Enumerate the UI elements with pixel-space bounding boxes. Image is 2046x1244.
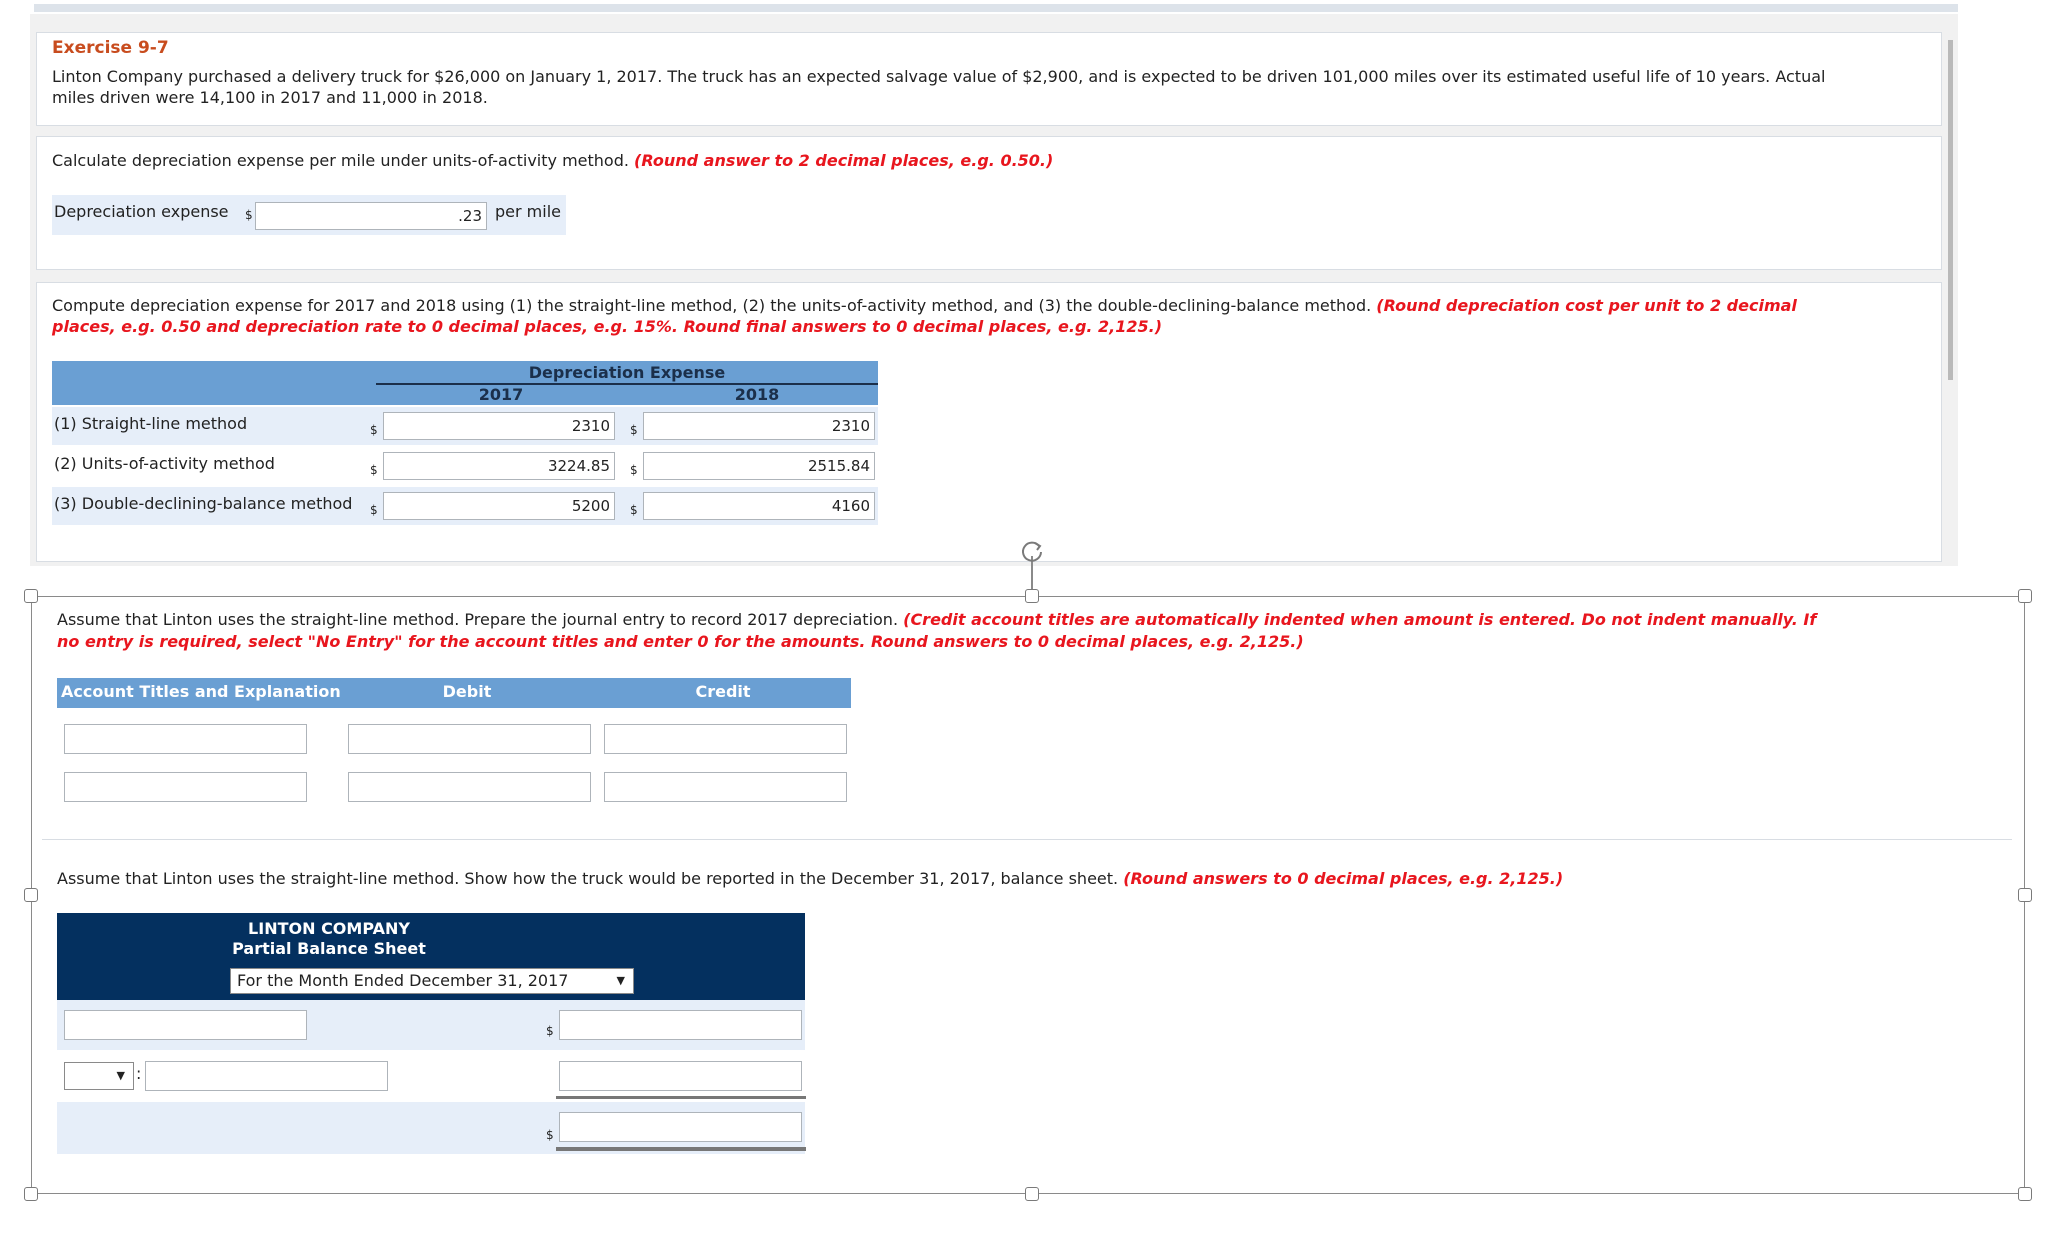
balance-row bbox=[57, 1000, 805, 1050]
table-row bbox=[52, 407, 878, 445]
journal-credit-input[interactable] bbox=[604, 772, 847, 802]
journal-account-input[interactable] bbox=[64, 772, 307, 802]
resize-handle-bottom-right[interactable] bbox=[2018, 1187, 2032, 1201]
resize-handle-top-left[interactable] bbox=[24, 589, 38, 603]
part-d-note: (Round answers to 0 decimal places, e.g. 2,125.) bbox=[1123, 869, 1564, 888]
depreciation-expense-label: Depreciation expense bbox=[54, 202, 229, 221]
currency-symbol: $ bbox=[370, 503, 378, 517]
col-2017-header: 2017 bbox=[478, 385, 524, 404]
exercise-description-line1: Linton Company purchased a delivery truck for $26,000 on January 1, 2017. The truck has an expected salvage value of $2,900, and is expected to be driven 101,000 miles over its estimated useful life of 10 years. Actual bbox=[52, 67, 1826, 86]
balance-row bbox=[57, 1102, 805, 1154]
currency-symbol: $ bbox=[546, 1024, 554, 1038]
col-2018-header: 2018 bbox=[734, 385, 780, 404]
part-b-note-inline: (Round depreciation cost per unit to 2 decimal bbox=[1376, 296, 1797, 315]
part-d-instruction bbox=[57, 868, 1563, 890]
part-a-panel bbox=[36, 136, 1942, 270]
caret-down-icon: ▼ bbox=[616, 974, 625, 987]
contra-account-input[interactable] bbox=[145, 1061, 388, 1091]
resize-handle-right[interactable] bbox=[2018, 888, 2032, 902]
part-a-instruction bbox=[52, 150, 1053, 172]
journal-account-input[interactable] bbox=[64, 724, 307, 754]
double-declining-2017-input[interactable]: 5200 bbox=[383, 492, 615, 520]
per-mile-unit: per mile bbox=[495, 202, 561, 221]
balance-row bbox=[57, 1050, 805, 1102]
part-c-panel bbox=[42, 600, 2012, 840]
journal-credit-input[interactable] bbox=[604, 724, 847, 754]
sheet-title: Partial Balance Sheet bbox=[232, 939, 426, 958]
part-a-row bbox=[52, 195, 566, 235]
col-debit: Debit bbox=[442, 682, 492, 701]
straight-line-2018-input[interactable]: 2310 bbox=[643, 412, 875, 440]
company-name: LINTON COMPANY bbox=[248, 919, 410, 938]
currency-symbol: $ bbox=[546, 1128, 554, 1142]
asset-account-input[interactable] bbox=[64, 1010, 307, 1040]
part-c-instruction-line1 bbox=[57, 609, 1816, 631]
asset-amount-input[interactable] bbox=[559, 1010, 802, 1040]
contra-amount-input[interactable] bbox=[559, 1061, 802, 1091]
period-select[interactable] bbox=[230, 968, 634, 994]
exercise-title: Exercise 9-7 bbox=[52, 38, 169, 58]
col-account-titles: Account Titles and Explanation bbox=[61, 682, 341, 701]
currency-symbol: $ bbox=[630, 423, 638, 437]
exercise-description-line2: miles driven were 14,100 in 2017 and 11,000 in 2018. bbox=[52, 88, 488, 107]
depreciation-per-mile-input[interactable]: .23 bbox=[255, 202, 487, 230]
resize-handle-left[interactable] bbox=[24, 888, 38, 902]
part-a-note: (Round answer to 2 decimal places, e.g. 0.50.) bbox=[634, 151, 1054, 170]
part-b-instruction-line1 bbox=[52, 295, 1797, 317]
resize-handle-bottom-left[interactable] bbox=[24, 1187, 38, 1201]
scrollbar-thumb[interactable] bbox=[1948, 40, 1953, 380]
journal-debit-input[interactable] bbox=[348, 772, 591, 802]
part-b-note-line2: places, e.g. 0.50 and depreciation rate to 0 decimal places, e.g. 15%. Round final answers to 0 decimal places, e.g. 2,125.) bbox=[52, 317, 1163, 336]
period-selected-value: For the Month Ended December 31, 2017 bbox=[237, 971, 569, 990]
currency-symbol: $ bbox=[370, 463, 378, 477]
straight-line-2017-input[interactable]: 2310 bbox=[383, 412, 615, 440]
currency-symbol: $ bbox=[245, 208, 253, 222]
rotate-icon[interactable] bbox=[1017, 537, 1047, 567]
units-of-activity-2017-input[interactable]: 3224.85 bbox=[383, 452, 615, 480]
journal-debit-input[interactable] bbox=[348, 724, 591, 754]
currency-symbol: $ bbox=[370, 423, 378, 437]
part-b-instruction-text: Compute depreciation expense for 2017 and 2018 using (1) the straight-line method, (2) the units-of-activity method, and (3) the double-declining-balance method. bbox=[52, 296, 1372, 315]
balance-sheet-header bbox=[57, 913, 805, 1000]
depreciation-table-header bbox=[52, 361, 878, 405]
double-declining-2018-input[interactable]: 4160 bbox=[643, 492, 875, 520]
top-bar bbox=[34, 4, 1958, 12]
row-label-straight-line: (1) Straight-line method bbox=[54, 414, 248, 433]
less-select[interactable] bbox=[64, 1062, 134, 1090]
colon-separator: : bbox=[136, 1064, 142, 1083]
net-amount-input[interactable] bbox=[559, 1112, 802, 1142]
table-row bbox=[52, 447, 878, 485]
part-c-instruction-text: Assume that Linton uses the straight-line method. Prepare the journal entry to record 2017 depreciation. bbox=[57, 610, 899, 629]
total-rule bbox=[556, 1147, 806, 1151]
currency-symbol: $ bbox=[630, 463, 638, 477]
part-c-note-line2: no entry is required, select "No Entry" for the account titles and enter 0 for the amounts. Round answers to 0 decimal places, e.g. 2,125.) bbox=[57, 632, 1304, 651]
row-label-double-declining: (3) Double-declining-balance method bbox=[54, 494, 353, 513]
currency-symbol: $ bbox=[630, 503, 638, 517]
part-b-panel bbox=[36, 282, 1942, 562]
part-d-panel bbox=[42, 852, 2012, 1182]
table-row bbox=[52, 487, 878, 525]
part-c-note-inline: (Credit account titles are automatically indented when amount is entered. Do not indent manually. If bbox=[903, 610, 1817, 629]
col-credit: Credit bbox=[695, 682, 751, 701]
depreciation-expense-group-header: Depreciation Expense bbox=[528, 363, 726, 382]
row-label-units-of-activity: (2) Units-of-activity method bbox=[54, 454, 275, 473]
part-a-instruction-text: Calculate depreciation expense per mile under units-of-activity method. bbox=[52, 151, 629, 170]
units-of-activity-2018-input[interactable]: 2515.84 bbox=[643, 452, 875, 480]
caret-down-icon: ▼ bbox=[116, 1069, 125, 1082]
exercise-panel bbox=[36, 32, 1942, 126]
resize-handle-top-right[interactable] bbox=[2018, 589, 2032, 603]
subtotal-rule bbox=[556, 1096, 806, 1099]
resize-handle-bottom[interactable] bbox=[1025, 1187, 1039, 1201]
part-d-instruction-text: Assume that Linton uses the straight-line method. Show how the truck would be reported in the December 31, 2017, balance sheet. bbox=[57, 869, 1119, 888]
journal-table-header bbox=[57, 678, 851, 708]
